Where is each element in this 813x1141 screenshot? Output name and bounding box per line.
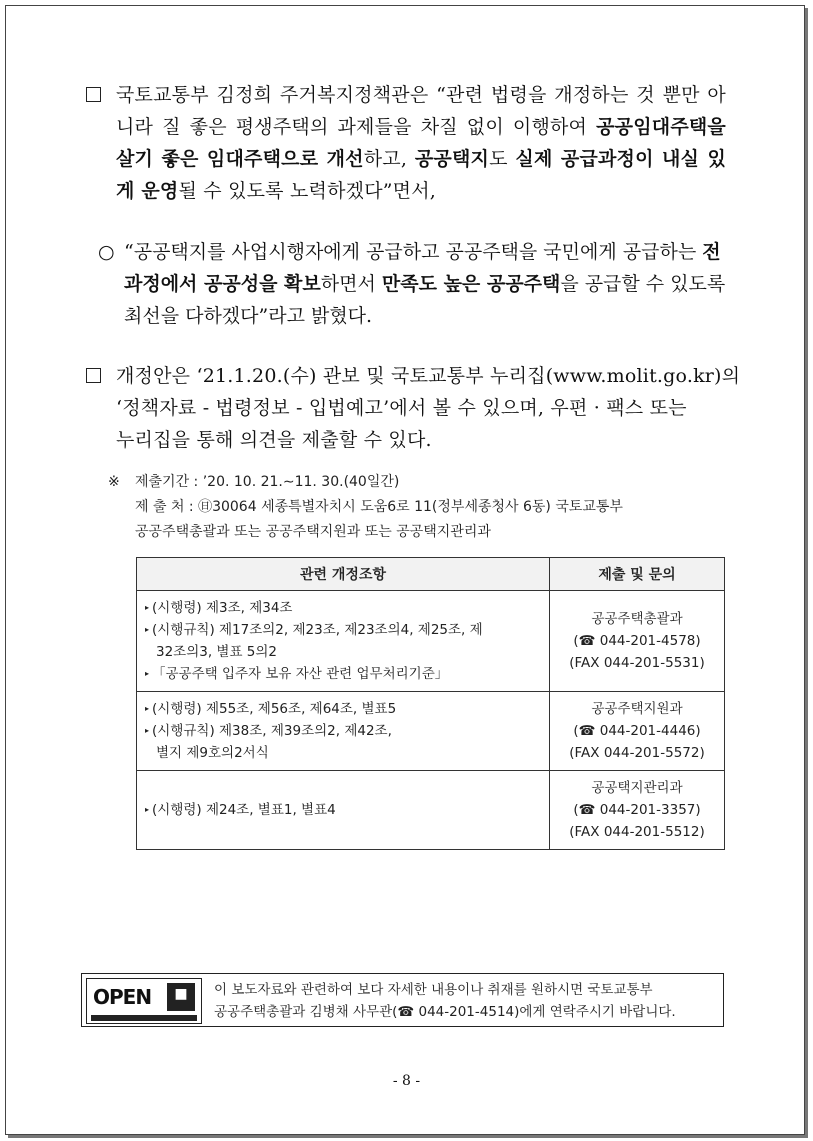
article-item	[145, 663, 541, 685]
paragraph-1-text	[116, 79, 726, 207]
article-text: (시행령) 제3조, 제34조	[152, 600, 293, 616]
checkbox-bullet-icon	[86, 87, 101, 102]
contact-number: (FAX 044-201-5572)	[569, 745, 705, 761]
circle-bullet-icon: ○	[98, 241, 115, 263]
contact-box	[81, 973, 724, 1027]
triangle-bullet-icon: ▸	[145, 603, 150, 612]
article-item	[145, 619, 541, 641]
submission-period: 제출기간 : ’20. 10. 21.∼11. 30.(40일간)	[135, 474, 400, 490]
article-item	[145, 641, 541, 663]
article-text: 32조의3, 별표 5의2	[156, 644, 278, 660]
p1-seg-4: 도	[489, 148, 516, 170]
checkbox-bullet-icon	[86, 368, 101, 383]
open-license-logo	[86, 978, 202, 1024]
article-text: (시행규칙) 제38조, 제39조의2, 제42조,	[152, 723, 392, 739]
contact-cell	[550, 591, 725, 692]
table-row	[137, 771, 725, 850]
amendment-table	[136, 557, 725, 850]
p1-seg-6: 될 수 있도록 노력하겠다”면서,	[178, 180, 437, 202]
p1-seg-2: 하고,	[363, 148, 415, 170]
department-name: 공공주택지원과	[591, 701, 683, 717]
contact-number: (☎ 044-201-4446)	[573, 723, 701, 739]
header-contact: 제출 및 문의	[550, 558, 725, 591]
table-header-row	[137, 558, 725, 591]
article-item	[145, 799, 541, 821]
open-logo-text: OPEN	[93, 985, 152, 1009]
s1-seg-3: 만족도 높은 공공주택	[381, 273, 561, 295]
contact-line-2: 공공주택총괄과 김병채 사무관(☎ 044-201-4514)에게 연락주시기 바랍니다.	[214, 1004, 676, 1020]
triangle-bullet-icon: ▸	[145, 625, 150, 634]
note-mark: ※	[108, 474, 120, 490]
s1-seg-0: “공공택지를 사업시행자에게 공급하고 공공주택을 국민에게 공급하는	[124, 241, 703, 263]
triangle-bullet-icon: ▸	[145, 726, 150, 735]
submission-address-2: 공공주택총괄과 또는 공공주택지원과 또는 공공택지관리과	[135, 524, 491, 540]
sub-paragraph-text	[124, 236, 726, 332]
triangle-bullet-icon: ▸	[145, 669, 150, 678]
department-name: 공공택지관리과	[591, 780, 683, 796]
p1-seg-1: 공공임대주택을 살기 좋은 임대주택으로 개선	[116, 116, 726, 170]
submission-note	[108, 470, 728, 545]
paragraph-2	[86, 360, 741, 456]
s1-seg-2: 하면서	[320, 273, 382, 295]
contact-line-1: 이 보도자료와 관련하여 보다 자세한 내용이나 취재를 원하시면 국토교통부	[214, 982, 653, 998]
article-text: (시행령) 제55조, 제56조, 제64조, 별표5	[152, 701, 397, 717]
p2-line-1: 개정안은 ‘21.1.20.(수) 관보 및 국토교통부 누리집(www.molit.go.kr)의	[116, 365, 741, 387]
page-number: - 8 -	[392, 1073, 421, 1089]
contact-number: (☎ 044-201-4578)	[573, 633, 701, 649]
sub-paragraph	[98, 236, 726, 332]
article-text: (시행령) 제24조, 별표1, 별표4	[152, 802, 336, 818]
article-text: 「공공주택 입주자 보유 자산 관련 업무처리기준」	[152, 666, 449, 682]
s1-seg-4: 을 공급할 수 있도록 최선을 다하겠다”라고 밝혔다.	[124, 273, 726, 327]
article-item	[145, 597, 541, 619]
contact-number: (FAX 044-201-5531)	[569, 655, 705, 671]
table-row	[137, 692, 725, 771]
p1-seg-5: 실제 공급과정이 내실 있게 운영	[116, 148, 727, 202]
p1-seg-0: 국토교통부 김정희 주거복지정책관은 “관련 법령을 개정하는 것 뿐만 아니라 질 좋은 평생주택의 과제들을 차질 없이 이행하여	[116, 84, 726, 138]
article-text: 별지 제9호의2서식	[156, 745, 269, 761]
p2-line-2: ‘정책자료 - 법령정보 - 입법예고’에서 볼 수 있으며, 우편 · 팩스 또는	[116, 397, 687, 419]
p1-seg-3: 공공택지	[414, 148, 490, 170]
header-articles: 관련 개정조항	[137, 558, 550, 591]
article-item	[145, 720, 541, 742]
articles-cell	[137, 771, 550, 850]
contact-cell	[550, 692, 725, 771]
contact-number: (FAX 044-201-5512)	[569, 824, 705, 840]
articles-cell	[137, 591, 550, 692]
paragraph-1	[86, 79, 726, 207]
triangle-bullet-icon: ▸	[145, 704, 150, 713]
p2-line-3: 누리집을 통해 의견을 제출할 수 있다.	[116, 429, 432, 451]
triangle-bullet-icon: ▸	[145, 805, 150, 814]
articles-cell	[137, 692, 550, 771]
department-name: 공공주택총괄과	[591, 611, 683, 627]
license-strip	[91, 1015, 197, 1021]
article-item	[145, 698, 541, 720]
table-row	[137, 591, 725, 692]
article-item	[145, 742, 541, 764]
contact-number: (☎ 044-201-3357)	[573, 802, 701, 818]
s1-seg-1: 전 과정에서 공공성을 확보	[124, 241, 721, 295]
license-badge-icon: ■	[167, 983, 195, 1011]
contact-cell	[550, 771, 725, 850]
submission-address-1: 제 출 처 : ㊐30064 세종특별자치시 도움6로 11(정부세종청사 6동) 국토교통부	[135, 499, 623, 515]
article-text: (시행규칙) 제17조의2, 제23조, 제23조의4, 제25조, 제	[152, 622, 483, 638]
